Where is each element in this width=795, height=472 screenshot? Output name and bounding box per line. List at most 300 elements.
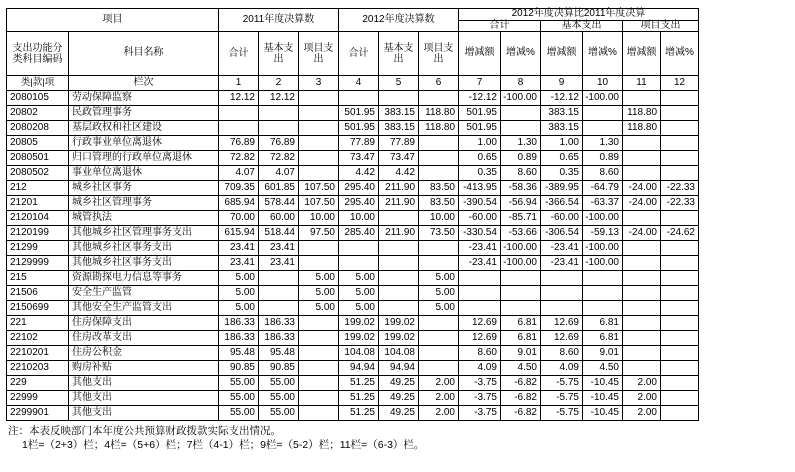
table-row [7,136,699,151]
row-value-1: 685.94 [219,196,259,211]
header-basic-amount: 增减额 [541,32,583,76]
row-value-3 [299,151,339,166]
colnum-1: 1 [219,76,259,91]
row-value-2: 95.48 [259,346,299,361]
row-value-7 [459,301,501,316]
header-2012-total: 合计 [339,32,379,76]
row-value-7: 501.95 [459,106,501,121]
row-value-4 [339,91,379,106]
row-value-5 [379,91,419,106]
row-value-2: 72.82 [259,151,299,166]
row-value-5: 77.89 [379,136,419,151]
row-value-6 [419,151,459,166]
row-value-3 [299,166,339,181]
colnum-5: 5 [379,76,419,91]
row-value-10: -10.45 [583,391,623,406]
row-subject-name: 基层政权和社区建设 [69,121,219,136]
colnum-8: 8 [501,76,541,91]
row-value-11 [623,166,661,181]
row-value-9: 4.09 [541,361,583,376]
row-code: 215 [7,271,69,286]
row-code: 2120104 [7,211,69,226]
row-value-10 [583,271,623,286]
row-value-4: 94.94 [339,361,379,376]
row-value-12 [661,376,699,391]
row-value-4: 295.40 [339,181,379,196]
row-value-9: -5.75 [541,391,583,406]
row-value-4: 77.89 [339,136,379,151]
row-value-5: 94.94 [379,361,419,376]
row-value-9: -5.75 [541,376,583,391]
table-row [7,151,699,166]
row-value-1: 55.00 [219,376,259,391]
header-code: 支出功能分类科目编码 [7,32,69,76]
row-value-7: 0.35 [459,166,501,181]
row-value-12 [661,301,699,316]
row-value-2: 23.41 [259,241,299,256]
row-value-10: -59.13 [583,226,623,241]
row-value-9: 8.60 [541,346,583,361]
row-value-8: -100.00 [501,241,541,256]
row-value-10: -64.79 [583,181,623,196]
row-code: 229 [7,376,69,391]
row-value-11 [623,331,661,346]
row-code: 2080502 [7,166,69,181]
row-value-4: 501.95 [339,106,379,121]
row-value-9: 383.15 [541,121,583,136]
row-value-6: 83.50 [419,196,459,211]
row-value-6: 5.00 [419,286,459,301]
row-value-10: 8.60 [583,166,623,181]
row-value-1: 70.00 [219,211,259,226]
row-value-3 [299,361,339,376]
row-value-6: 10.00 [419,211,459,226]
row-value-8: 4.50 [501,361,541,376]
row-value-1: 615.94 [219,226,259,241]
row-value-9: -23.41 [541,241,583,256]
row-value-11: 2.00 [623,391,661,406]
row-value-8: -56.94 [501,196,541,211]
row-value-7: -3.75 [459,391,501,406]
row-value-2 [259,301,299,316]
row-value-4: 5.00 [339,301,379,316]
row-value-7: 501.95 [459,121,501,136]
row-value-12 [661,391,699,406]
row-code: 22102 [7,331,69,346]
row-value-5 [379,241,419,256]
row-value-12 [661,316,699,331]
expenditure-table [6,8,699,421]
row-value-7: -3.75 [459,406,501,421]
header-2011: 2011年度决算数 [219,9,339,32]
row-code: 2150699 [7,301,69,316]
row-value-2: 12.12 [259,91,299,106]
row-value-1: 709.35 [219,181,259,196]
table-row [7,226,699,241]
row-subject-name: 住房公积金 [69,346,219,361]
row-value-10: 6.81 [583,331,623,346]
row-value-11 [623,316,661,331]
row-value-9 [541,301,583,316]
row-value-11 [623,346,661,361]
row-subject-name: 劳动保障监察 [69,91,219,106]
row-subject-name: 购房补贴 [69,361,219,376]
header-2011-basic: 基本支出 [259,32,299,76]
row-value-1: 72.82 [219,151,259,166]
header-compare-basic: 基本支出 [541,20,623,32]
row-value-8 [501,271,541,286]
row-value-4: 5.00 [339,271,379,286]
row-value-10: 1.30 [583,136,623,151]
row-value-3 [299,346,339,361]
row-value-3: 107.50 [299,181,339,196]
header-2012-basic: 基本支出 [379,32,419,76]
row-value-1: 90.85 [219,361,259,376]
row-value-9: -306.54 [541,226,583,241]
header-2011-project: 项目支出 [299,32,339,76]
header-class-item: 类|款|项 [7,76,69,91]
row-value-6: 5.00 [419,271,459,286]
row-value-11 [623,136,661,151]
row-value-9: 383.15 [541,106,583,121]
row-value-9: 0.65 [541,151,583,166]
row-value-6: 73.50 [419,226,459,241]
row-value-8: 0.89 [501,151,541,166]
table-notes [8,424,795,452]
row-subject-name: 其他城乡社区事务支出 [69,256,219,271]
row-code: 21299 [7,241,69,256]
row-value-8: 9.01 [501,346,541,361]
table-row [7,241,699,256]
row-value-4 [339,241,379,256]
row-value-3: 107.50 [299,196,339,211]
row-value-8: 8.60 [501,166,541,181]
row-value-3: 10.00 [299,211,339,226]
row-value-5: 199.02 [379,316,419,331]
row-value-4: 501.95 [339,121,379,136]
row-value-5 [379,271,419,286]
row-subject-name: 事业单位离退休 [69,166,219,181]
row-value-12 [661,256,699,271]
row-value-8 [501,286,541,301]
row-value-3 [299,241,339,256]
row-value-2: 55.00 [259,406,299,421]
row-subject-name: 其他支出 [69,376,219,391]
row-value-9: -12.12 [541,91,583,106]
row-value-10: -10.45 [583,406,623,421]
row-subject-name: 行政事业单位离退休 [69,136,219,151]
row-value-9: -389.95 [541,181,583,196]
row-value-7: 12.69 [459,316,501,331]
table-row [7,331,699,346]
row-subject-name: 住房改革支出 [69,331,219,346]
row-value-7: 0.65 [459,151,501,166]
row-value-2: 23.41 [259,256,299,271]
row-value-4: 285.40 [339,226,379,241]
row-value-3: 5.00 [299,301,339,316]
row-value-8: -6.82 [501,406,541,421]
row-value-5 [379,256,419,271]
row-value-2 [259,286,299,301]
row-value-8: -58.36 [501,181,541,196]
row-subject-name: 其他支出 [69,391,219,406]
row-value-4: 10.00 [339,211,379,226]
row-value-11: -24.00 [623,196,661,211]
colnum-6: 6 [419,76,459,91]
table-row [7,271,699,286]
row-value-5: 49.25 [379,376,419,391]
row-value-9 [541,286,583,301]
row-value-1 [219,121,259,136]
row-code: 2210203 [7,361,69,376]
note-line-2: 1栏=（2+3）栏；4栏=（5+6）栏；7栏（4-1）栏；9栏=（5-2）栏；11栏=（6-3）栏。 [22,439,425,452]
colnum-4: 4 [339,76,379,91]
row-value-11 [623,91,661,106]
row-value-11 [623,361,661,376]
row-value-6: 2.00 [419,406,459,421]
row-value-2 [259,271,299,286]
table-row [7,286,699,301]
row-value-7: -12.12 [459,91,501,106]
row-code: 2210201 [7,346,69,361]
table-row [7,181,699,196]
row-code: 2120199 [7,226,69,241]
row-value-6 [419,256,459,271]
row-value-3 [299,256,339,271]
row-value-8: -100.00 [501,91,541,106]
row-subject-name: 其他支出 [69,406,219,421]
row-value-10: -100.00 [583,211,623,226]
row-value-1: 12.12 [219,91,259,106]
row-value-10: -100.00 [583,256,623,271]
row-value-2: 4.07 [259,166,299,181]
row-code: 2299901 [7,406,69,421]
row-value-2: 186.33 [259,316,299,331]
row-value-2: 55.00 [259,376,299,391]
row-value-8: -6.82 [501,391,541,406]
row-value-7: -23.41 [459,256,501,271]
row-value-10: 6.81 [583,316,623,331]
table-row [7,376,699,391]
row-value-3 [299,376,339,391]
row-value-8 [501,106,541,121]
row-value-12 [661,151,699,166]
row-subject-name: 城乡社区事务 [69,181,219,196]
row-value-12 [661,166,699,181]
row-value-5: 383.15 [379,121,419,136]
row-value-10 [583,106,623,121]
row-code: 22999 [7,391,69,406]
row-code: 20802 [7,106,69,121]
row-value-2: 76.89 [259,136,299,151]
row-code: 21506 [7,286,69,301]
row-value-8: 1.30 [501,136,541,151]
row-value-6 [419,361,459,376]
row-value-4: 5.00 [339,286,379,301]
row-subject-name: 其他城乡社区管理事务支出 [69,226,219,241]
row-value-5: 211.90 [379,181,419,196]
header-subject-name: 科目名称 [69,32,219,76]
row-value-4: 51.25 [339,376,379,391]
colnum-10: 10 [583,76,623,91]
row-value-12 [661,286,699,301]
row-value-3 [299,391,339,406]
row-value-9: -23.41 [541,256,583,271]
header-2012-project: 项目支出 [419,32,459,76]
row-value-11 [623,271,661,286]
row-value-3: 5.00 [299,271,339,286]
row-subject-name: 城乡社区管理事务 [69,196,219,211]
row-value-5 [379,301,419,316]
table-row [7,391,699,406]
row-value-3: 5.00 [299,286,339,301]
row-value-5: 211.90 [379,196,419,211]
table-row [7,91,699,106]
table-row [7,256,699,271]
row-value-7: 8.60 [459,346,501,361]
row-value-3 [299,91,339,106]
row-code: 2129999 [7,256,69,271]
row-value-1: 186.33 [219,331,259,346]
row-subject-name: 城管执法 [69,211,219,226]
colnum-11: 11 [623,76,661,91]
row-value-5 [379,286,419,301]
row-value-7: -60.00 [459,211,501,226]
row-value-10: 9.01 [583,346,623,361]
row-value-7 [459,286,501,301]
row-value-2 [259,121,299,136]
row-value-6 [419,316,459,331]
row-value-9: 12.69 [541,331,583,346]
row-value-11: 2.00 [623,406,661,421]
row-code: 221 [7,316,69,331]
row-value-9: 12.69 [541,316,583,331]
row-value-2: 186.33 [259,331,299,346]
row-value-12 [661,106,699,121]
row-value-5: 211.90 [379,226,419,241]
row-value-5: 49.25 [379,391,419,406]
row-value-12 [661,271,699,286]
row-value-4 [339,256,379,271]
row-value-8: -100.00 [501,256,541,271]
note-line-1: 注：本表反映部门本年度公共预算财政拨款实际支出情况。 [8,425,281,437]
row-value-4: 4.42 [339,166,379,181]
header-project: 项目 [7,9,219,32]
row-value-2: 55.00 [259,391,299,406]
row-value-10 [583,301,623,316]
row-value-8 [501,121,541,136]
row-value-9: 1.00 [541,136,583,151]
colnum-2: 2 [259,76,299,91]
row-value-8: 6.81 [501,331,541,346]
row-value-11 [623,241,661,256]
row-subject-name: 归口管理的行政单位离退休 [69,151,219,166]
row-subject-name: 安全生产监管 [69,286,219,301]
row-value-12 [661,331,699,346]
row-code: 2080501 [7,151,69,166]
header-compare-total: 合计 [459,20,541,32]
row-value-2: 90.85 [259,361,299,376]
header-project-percent: 增减% [661,32,699,76]
row-value-7: 4.09 [459,361,501,376]
row-value-6 [419,346,459,361]
header-total-percent: 增减% [501,32,541,76]
row-value-5 [379,211,419,226]
row-value-11 [623,151,661,166]
row-value-11 [623,301,661,316]
row-value-6: 83.50 [419,181,459,196]
row-value-9: -5.75 [541,406,583,421]
row-value-12 [661,136,699,151]
row-value-1: 5.00 [219,286,259,301]
table-row [7,316,699,331]
row-value-11 [623,286,661,301]
row-value-10: -100.00 [583,91,623,106]
colnum-7: 7 [459,76,501,91]
row-value-5: 383.15 [379,106,419,121]
row-value-12: -22.33 [661,181,699,196]
table-row [7,166,699,181]
row-value-11: 118.80 [623,121,661,136]
row-value-2: 601.85 [259,181,299,196]
row-value-7 [459,271,501,286]
row-value-1: 4.07 [219,166,259,181]
row-subject-name: 住房保障支出 [69,316,219,331]
table-body [7,91,699,421]
row-value-12 [661,91,699,106]
table-row [7,406,699,421]
row-value-6: 5.00 [419,301,459,316]
table-row [7,196,699,211]
row-value-3 [299,106,339,121]
table-row [7,211,699,226]
header-compare-project: 项目支出 [623,20,699,32]
colnum-3: 3 [299,76,339,91]
row-value-11: 2.00 [623,376,661,391]
row-value-1: 5.00 [219,301,259,316]
row-value-9: 0.35 [541,166,583,181]
row-value-1: 186.33 [219,316,259,331]
row-value-8 [501,301,541,316]
row-value-8: 6.81 [501,316,541,331]
row-value-12 [661,211,699,226]
row-value-8: -53.66 [501,226,541,241]
row-value-5: 199.02 [379,331,419,346]
row-code: 2080105 [7,91,69,106]
table-row [7,361,699,376]
table-row [7,346,699,361]
row-value-10 [583,286,623,301]
row-value-3 [299,121,339,136]
row-value-9 [541,271,583,286]
row-code: 20805 [7,136,69,151]
row-value-10: 4.50 [583,361,623,376]
row-value-6: 2.00 [419,391,459,406]
row-value-12: -22.33 [661,196,699,211]
row-value-6 [419,331,459,346]
row-value-6: 118.80 [419,121,459,136]
row-code: 212 [7,181,69,196]
header-2011-total: 合计 [219,32,259,76]
row-value-7: -3.75 [459,376,501,391]
row-value-6 [419,91,459,106]
row-value-6 [419,166,459,181]
row-value-7: -330.54 [459,226,501,241]
row-value-4: 199.02 [339,316,379,331]
row-value-7: -23.41 [459,241,501,256]
row-value-4: 51.25 [339,406,379,421]
row-value-8: -6.82 [501,376,541,391]
